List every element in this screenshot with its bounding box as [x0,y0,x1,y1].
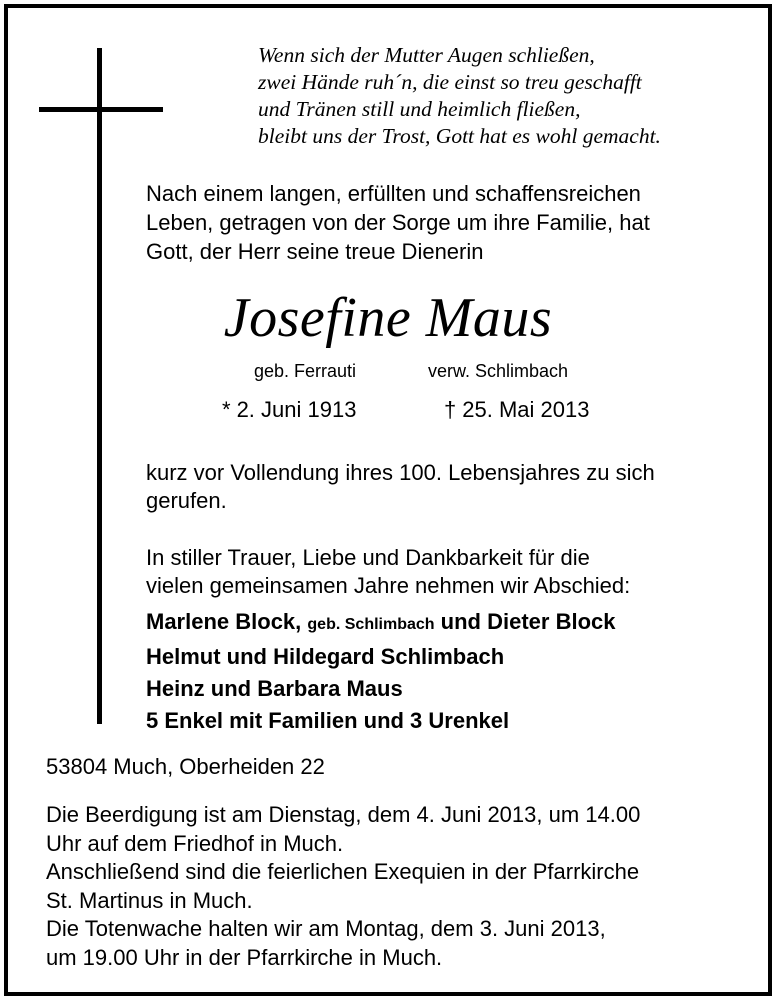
intro-line: Gott, der Herr seine treue Dienerin [146,239,484,264]
poem-line: bleibt uns der Trost, Gott hat es wohl gemacht. [258,124,661,148]
funeral-details [46,801,640,973]
family-member-nee: geb. Schlimbach [307,616,435,633]
cross-horizontal-bar [39,107,163,112]
death-symbol: † [444,397,457,422]
family-list [146,606,615,737]
mourning-line: In stiller Trauer, Liebe und Dankbarkeit für die [146,545,590,570]
obituary-card [4,4,772,996]
intro-line: Leben, getragen von der Sorge um ihre Familie, hat [146,210,650,235]
intro-text [146,179,650,266]
funeral-line: Uhr auf dem Friedhof in Much. [46,830,344,856]
family-member [146,606,615,641]
mourning-text [146,544,630,600]
intro-line: Nach einem langen, erfüllten und schaffensreichen [146,181,641,206]
family-member: Heinz und Barbara Maus [146,676,403,701]
poem [258,42,661,150]
birth-symbol: * [222,397,231,422]
family-member: 5 Enkel mit Familien und 3 Urenkel [146,708,510,733]
birth-date: 2. Juni 1913 [236,397,357,422]
address: 53804 Much, Oberheiden 22 [46,754,325,779]
funeral-line: Die Totenwache halten wir am Montag, dem 3. Juni 2013, [46,916,606,942]
cross-vertical-bar [97,48,102,724]
death-date: 25. Mai 2013 [462,397,590,422]
poem-line: zwei Hände ruh´n, die einst so treu geschafft [258,70,642,94]
birth-date-row [222,396,356,424]
recall-line: kurz vor Vollendung ihres 100. Lebensjahres zu sich [146,460,655,485]
poem-line: und Tränen still und heimlich fließen, [258,97,581,121]
funeral-line: St. Martinus in Much. [46,887,253,913]
widowed-name: verw. Schlimbach [428,361,569,381]
family-member: Helmut und Hildegard Schlimbach [146,644,505,669]
family-member-spouse: und Dieter Block [440,609,616,634]
family-member-name: Marlene Block, [146,609,302,634]
mourning-line: vielen gemeinsamen Jahre nehmen wir Abschied: [146,573,631,598]
recall-text [146,459,655,515]
maiden-name: geb. Ferrauti [254,361,357,381]
death-date-row [444,396,589,424]
recall-line: gerufen. [146,488,227,513]
funeral-line: Anschließend sind die feierlichen Exequien in der Pfarrkirche [46,859,640,885]
deceased-name: Josefine Maus [223,287,553,349]
funeral-line: Die Beerdigung ist am Dienstag, dem 4. Juni 2013, um 14.00 [46,802,641,827]
funeral-line: um 19.00 Uhr in der Pfarrkirche in Much. [46,944,443,970]
poem-line: Wenn sich der Mutter Augen schließen, [258,43,595,67]
